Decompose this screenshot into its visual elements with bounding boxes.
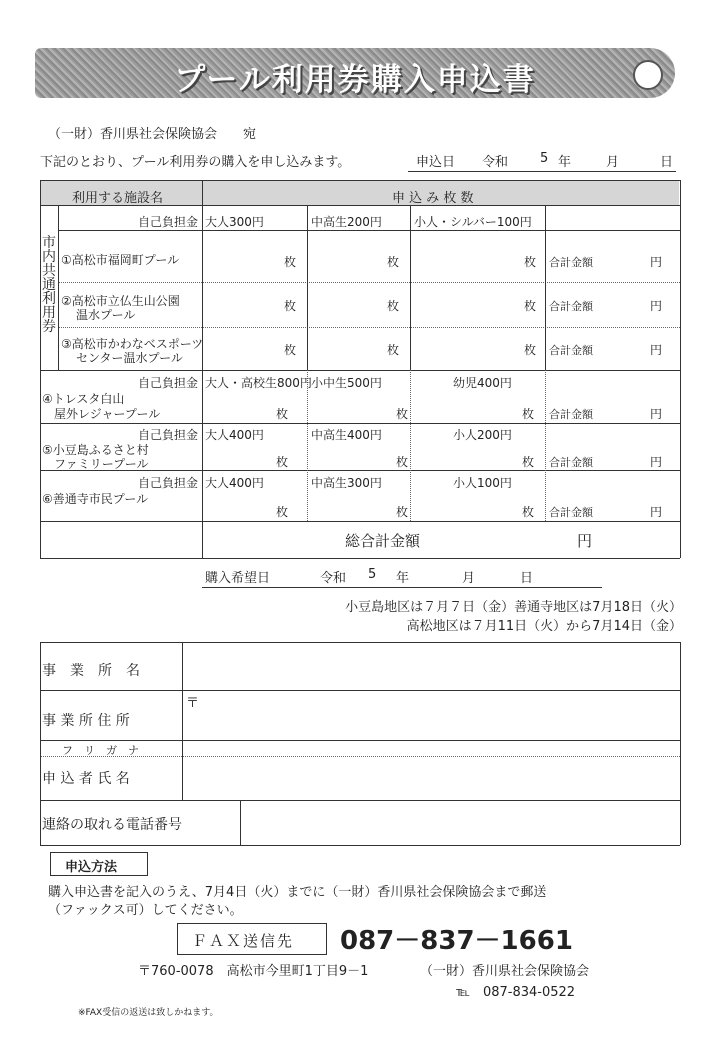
sheet-unit: 枚	[524, 299, 537, 313]
total-label: 合計金額	[549, 344, 593, 357]
application-year: 5	[540, 151, 549, 166]
city-price-3: 小人・シルバー100円	[414, 215, 532, 229]
postal-address: 〒760-0078 高松市今里町1丁目9－1	[138, 964, 369, 979]
intro-text: 下記のとおり、プール利用券の購入を申し込みます。	[40, 155, 351, 170]
yen-unit: 円	[650, 255, 663, 269]
postal-mark: 〒	[186, 696, 200, 711]
fax-number: 087－837－1661	[340, 926, 573, 956]
purchase-month-unit: 月	[462, 571, 476, 586]
facility-name: ③高松市かわなべスポーツ	[61, 337, 204, 351]
yen-unit: 円	[650, 455, 663, 469]
sheet-unit: 枚	[396, 455, 409, 469]
phone-field[interactable]	[241, 801, 679, 844]
office-address-field[interactable]	[183, 691, 679, 739]
fax-label-box	[177, 923, 327, 955]
total-label: 合計金額	[549, 506, 593, 519]
yen-unit: 円	[650, 407, 663, 421]
footnote: ※FAX受信の返送は致しかねます。	[78, 1008, 219, 1018]
self-pay-label: 自己負担金	[138, 215, 199, 229]
sheet-unit: 枚	[387, 343, 400, 357]
method-heading-box	[50, 852, 148, 876]
decorative-dot-icon	[633, 60, 663, 90]
total-label: 合計金額	[549, 300, 593, 313]
office-name-label: 事 業 所 名	[42, 663, 140, 679]
yen-unit: 円	[650, 505, 663, 519]
sheet-unit: 枚	[276, 455, 289, 469]
price: 中高生400円	[311, 428, 382, 442]
total-label: 合計金額	[549, 256, 593, 269]
facility-name: ⑥善通寺市民プール	[42, 492, 149, 506]
price: 大人400円	[205, 428, 264, 442]
furigana-field[interactable]	[183, 741, 679, 755]
sheet-unit: 枚	[522, 505, 535, 519]
sheet-unit: 枚	[396, 505, 409, 519]
page-title: プール利用券購入申込書	[174, 62, 536, 98]
self-pay-label: 自己負担金	[138, 476, 199, 490]
facility-name: ⑤小豆島ふるさと村	[42, 443, 149, 457]
method-heading: 申込方法	[65, 860, 118, 875]
furigana-label: フ リ ガ ナ	[62, 744, 139, 757]
application-year-unit: 年	[558, 155, 572, 170]
city-price-1: 大人300円	[205, 215, 264, 229]
sheet-unit: 枚	[522, 455, 535, 469]
purchase-year-unit: 年	[396, 571, 410, 586]
yen-unit: 円	[650, 299, 663, 313]
application-day-unit: 日	[660, 155, 674, 170]
fax-label: ＦＡＸ送信先	[192, 932, 295, 950]
method-line-1: 購入申込書を記入のうえ、7月4日（火）までに（一財）香川県社会保険協会まで郵送	[48, 885, 547, 900]
facility-name: ①高松市福岡町プール	[61, 253, 180, 267]
price: 中高生300円	[311, 476, 382, 490]
header-facility: 利用する施設名	[72, 191, 164, 206]
application-date-label: 申込日	[416, 155, 456, 170]
self-pay-label: 自己負担金	[138, 376, 199, 390]
purchase-era: 令和	[320, 571, 347, 586]
sheet-unit: 枚	[387, 255, 400, 269]
office-name-field[interactable]	[183, 643, 679, 689]
organization: （一財）香川県社会保険協会	[420, 964, 590, 979]
facility-name-line2: センター温水プール	[76, 351, 183, 365]
purchase-date-underline	[202, 587, 602, 588]
price: 大人・高校生800円	[205, 376, 312, 390]
telephone: ℡ 087-834-0522	[456, 985, 576, 1000]
purchase-day-unit: 日	[520, 571, 534, 586]
applicant-name-field[interactable]	[183, 757, 679, 799]
sheet-unit: 枚	[387, 299, 400, 313]
price: 小人100円	[453, 476, 512, 490]
sheet-unit: 枚	[284, 299, 297, 313]
note-line-1: 小豆島地区は７月７日（金）善通寺地区は7月18日（火）	[345, 600, 682, 615]
facility-name: ④トレスタ白山	[42, 392, 125, 406]
title-banner	[35, 48, 675, 98]
price: 小中生500円	[311, 376, 382, 390]
application-date-underline	[408, 171, 676, 172]
sheet-unit: 枚	[524, 255, 537, 269]
method-line-2: （ファックス可）してください。	[48, 903, 243, 918]
city-group-label: 市内共通利用券	[42, 235, 56, 335]
sheet-unit: 枚	[276, 407, 289, 421]
price: 小人200円	[453, 428, 512, 442]
price: 幼児400円	[453, 376, 512, 390]
total-label: 合計金額	[549, 408, 593, 421]
total-label: 合計金額	[549, 456, 593, 469]
purchase-date-label: 購入希望日	[205, 571, 271, 586]
sheet-unit: 枚	[524, 343, 537, 357]
grand-total-label: 総合計金額	[345, 532, 421, 550]
purchase-year: 5	[368, 567, 377, 582]
application-month-unit: 月	[606, 155, 620, 170]
addressee: （一財）香川県社会保険協会 宛	[48, 127, 257, 142]
facility-name-line2: 屋外レジャープール	[54, 407, 161, 421]
city-price-2: 中高生200円	[311, 215, 382, 229]
header-count: 申 込 み 枚 数	[392, 191, 474, 206]
application-era: 令和	[482, 155, 509, 170]
sheet-unit: 枚	[276, 505, 289, 519]
price: 大人400円	[205, 476, 264, 490]
phone-label: 連絡の取れる電話番号	[42, 817, 182, 833]
applicant-name-label: 申 込 者 氏 名	[42, 771, 130, 787]
sheet-unit: 枚	[284, 343, 297, 357]
facility-name-line2: 温水プール	[76, 308, 136, 322]
sheet-unit: 枚	[284, 255, 297, 269]
grand-total-unit: 円	[577, 532, 593, 550]
facility-name-line2: ファミリープール	[54, 457, 149, 471]
self-pay-label: 自己負担金	[138, 428, 199, 442]
office-address-label: 事 業 所 住 所	[42, 713, 130, 729]
yen-unit: 円	[650, 343, 663, 357]
sheet-unit: 枚	[522, 407, 535, 421]
sheet-unit: 枚	[396, 407, 409, 421]
note-line-2: 高松地区は７月11日（火）から7月14日（金）	[406, 619, 682, 634]
facility-name: ②高松市立仏生山公園	[61, 294, 180, 308]
